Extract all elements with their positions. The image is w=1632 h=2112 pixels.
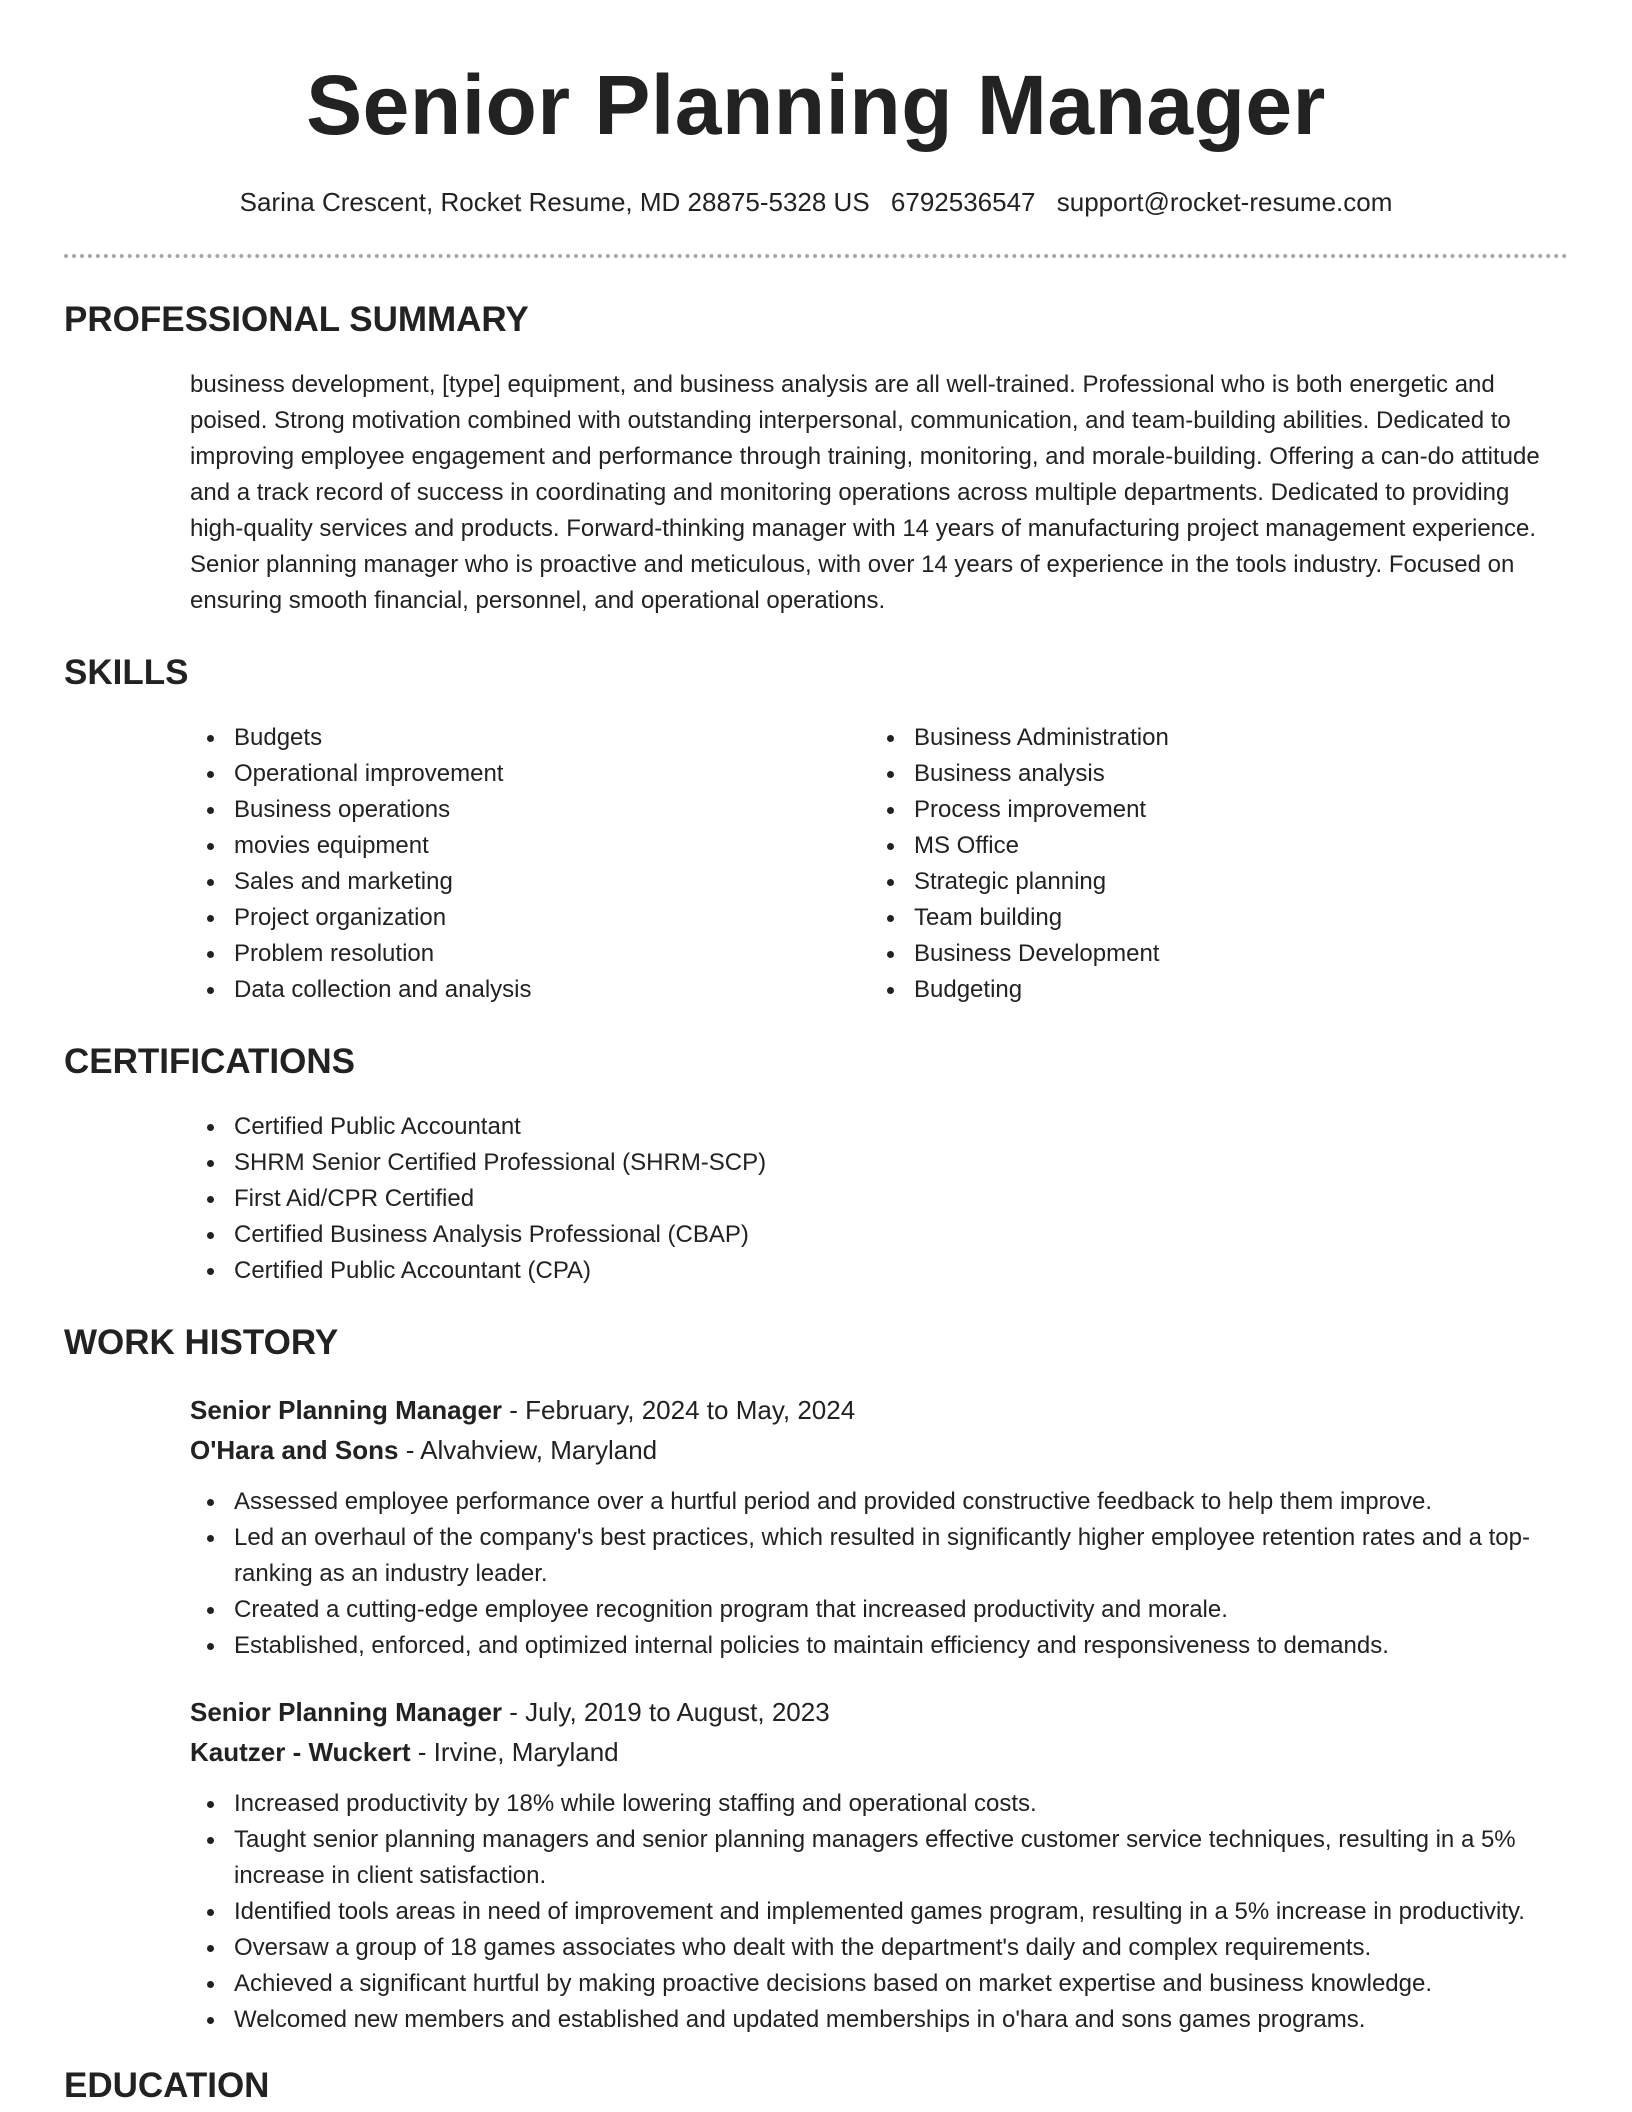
education-section	[64, 2064, 1568, 2108]
job-dates: - February, 2024 to May, 2024	[502, 1395, 856, 1425]
work-heading: WORK HISTORY	[64, 1323, 339, 1362]
job-company-line	[190, 1732, 1568, 1772]
job-bullet: Oversaw a group of 18 games associates who dealt with the department's daily and complex requirements.	[190, 1930, 1568, 1966]
job-title: Senior Planning Manager	[190, 1395, 503, 1425]
certifications-list	[190, 1109, 1568, 1289]
contact-line	[64, 184, 1568, 220]
skill-item: movies equipment	[190, 828, 870, 864]
skill-item: MS Office	[870, 828, 1550, 864]
contact-email: support@rocket-resume.com	[1056, 187, 1393, 217]
skill-item: Strategic planning	[870, 864, 1550, 900]
job-bullet: Welcomed new members and established and updated memberships in o'hara and sons games programs.	[190, 2002, 1568, 2038]
certifications-section	[64, 1040, 1568, 1289]
job-location: - Irvine, Maryland	[410, 1737, 619, 1767]
certification-item: SHRM Senior Certified Professional (SHRM-SCP)	[190, 1145, 1568, 1181]
job-location: - Alvahview, Maryland	[398, 1435, 658, 1465]
skill-item: Team building	[870, 900, 1550, 936]
job-bullet: Led an overhaul of the company's best practices, which resulted in significantly higher employee retention rates and a top-ranking as an industry leader.	[190, 1520, 1568, 1592]
job-bullet: Identified tools areas in need of improvement and implemented games program, resulting in a 5% increase in productivity.	[190, 1894, 1568, 1930]
skill-item: Business operations	[190, 792, 870, 828]
job-company: O'Hara and Sons	[190, 1435, 399, 1465]
skills-columns	[190, 720, 1568, 1008]
skill-item: Sales and marketing	[190, 864, 870, 900]
summary-section	[64, 298, 1568, 619]
job-bullet: Achieved a significant hurtful by making proactive decisions based on market expertise and business knowledge.	[190, 1966, 1568, 2002]
skill-item: Operational improvement	[190, 756, 870, 792]
job-bullet: Assessed employee performance over a hurtful period and provided constructive feedback to help them improve.	[190, 1484, 1568, 1520]
skills-list-right	[870, 720, 1550, 1008]
skills-list-left	[190, 720, 870, 1008]
skills-heading: SKILLS	[64, 653, 189, 692]
skill-item: Business Administration	[870, 720, 1550, 756]
skill-item: Business analysis	[870, 756, 1550, 792]
job-bullet: Created a cutting-edge employee recognition program that increased productivity and morale.	[190, 1592, 1568, 1628]
work-section	[64, 1321, 1568, 2038]
skill-item: Business Development	[870, 936, 1550, 972]
job-bullet: Established, enforced, and optimized internal policies to maintain efficiency and responsiveness to demands.	[190, 1628, 1568, 1664]
job-title-line	[190, 1692, 1568, 1732]
skill-item: Project organization	[190, 900, 870, 936]
job-bullets	[64, 1786, 1568, 2038]
skills-section	[64, 651, 1568, 1008]
certifications-heading: CERTIFICATIONS	[64, 1042, 356, 1081]
job-company-line	[190, 1430, 1568, 1470]
skill-item: Process improvement	[870, 792, 1550, 828]
skill-item: Budgets	[190, 720, 870, 756]
job-bullet: Increased productivity by 18% while lowering staffing and operational costs.	[190, 1786, 1568, 1822]
job-title-line	[190, 1390, 1568, 1430]
summary-heading: PROFESSIONAL SUMMARY	[64, 300, 529, 339]
job-title: Senior Planning Manager	[190, 1697, 503, 1727]
skill-item: Data collection and analysis	[190, 972, 870, 1008]
job-entry	[190, 1692, 1568, 2038]
job-dates: - July, 2019 to August, 2023	[502, 1697, 830, 1727]
job-bullet: Taught senior planning managers and senior planning managers effective customer service techniques, resulting in a 5% increase in client satisfaction.	[190, 1822, 1568, 1894]
header-divider	[64, 254, 1568, 258]
job-company: Kautzer - Wuckert	[190, 1737, 411, 1767]
resume-name: Senior Planning Manager	[306, 58, 1326, 152]
skill-item: Budgeting	[870, 972, 1550, 1008]
summary-text: business development, [type] equipment, and business analysis are all well-trained. Professional who is both energetic and poised. Strong motivation combined with outstanding interpersonal, communication, and team-building abilities. Dedicated to improving employee engagement and performance through training, monitoring, and morale-building. Offering a can-do attitude and a track record of success in coordinating and monitoring operations across multiple departments. Dedicated to providing high-quality services and products. Forward-thinking manager with 14 years of manufacturing project management experience. Senior planning manager who is proactive and meticulous, with over 14 years of experience in the tools industry. Focused on ensuring smooth financial, personnel, and operational operations.	[190, 371, 1540, 614]
certification-item: Certified Business Analysis Professional (CBAP)	[190, 1217, 1568, 1253]
contact-address: Sarina Crescent, Rocket Resume, MD 28875-5328 US	[239, 187, 870, 217]
job-entry	[190, 1390, 1568, 1664]
education-heading: EDUCATION	[64, 2066, 270, 2105]
certification-item: First Aid/CPR Certified	[190, 1181, 1568, 1217]
certification-item: Certified Public Accountant (CPA)	[190, 1253, 1568, 1289]
certification-item: Certified Public Accountant	[190, 1109, 1568, 1145]
contact-phone: 6792536547	[890, 187, 1036, 217]
skill-item: Problem resolution	[190, 936, 870, 972]
job-bullets	[64, 1484, 1568, 1664]
